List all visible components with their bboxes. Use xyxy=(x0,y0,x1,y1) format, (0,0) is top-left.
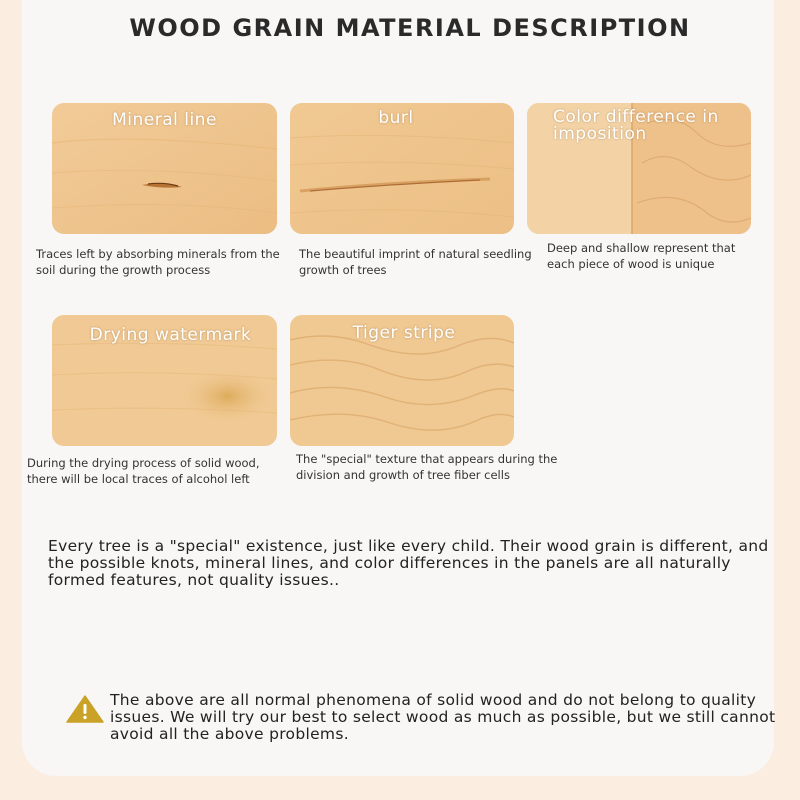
card-tiger-stripe xyxy=(290,315,514,446)
statement-paragraph: Every tree is a "special" existence, just like every child. Their wood grain is different, and the possible knots, mineral lines, and color differences in the panels are all naturally formed features, not quality issues.. xyxy=(48,537,769,589)
card-burl xyxy=(290,103,514,234)
card-description: During the drying process of solid wood, there will be local traces of alcohol left xyxy=(27,456,260,486)
card-label: Tiger stripe xyxy=(352,323,456,343)
warning-text: The above are all normal phenomena of solid wood and do not belong to quality issues. We will try our best to select wood as much as possible, but we still cannot avoid all the above problems. xyxy=(110,691,776,743)
card-label: Mineral line xyxy=(112,110,217,130)
card-drying-watermark xyxy=(52,315,277,446)
card-mineral-line xyxy=(52,103,277,234)
page-title: WOOD GRAIN MATERIAL DESCRIPTION xyxy=(129,14,691,42)
warning-icon xyxy=(66,695,104,723)
card-description: Deep and shallow represent that each piece of wood is unique xyxy=(547,241,736,271)
card-description: Traces left by absorbing minerals from the soil during the growth process xyxy=(36,247,280,277)
card-label: burl xyxy=(378,108,414,128)
card-label: Color difference in imposition xyxy=(553,107,719,144)
card-description: The beautiful imprint of natural seedling growth of trees xyxy=(299,247,532,277)
card-label: Drying watermark xyxy=(89,325,252,345)
card-description: The "special" texture that appears during the division and growth of tree fiber cells xyxy=(296,452,558,482)
card-color-difference xyxy=(527,103,751,234)
